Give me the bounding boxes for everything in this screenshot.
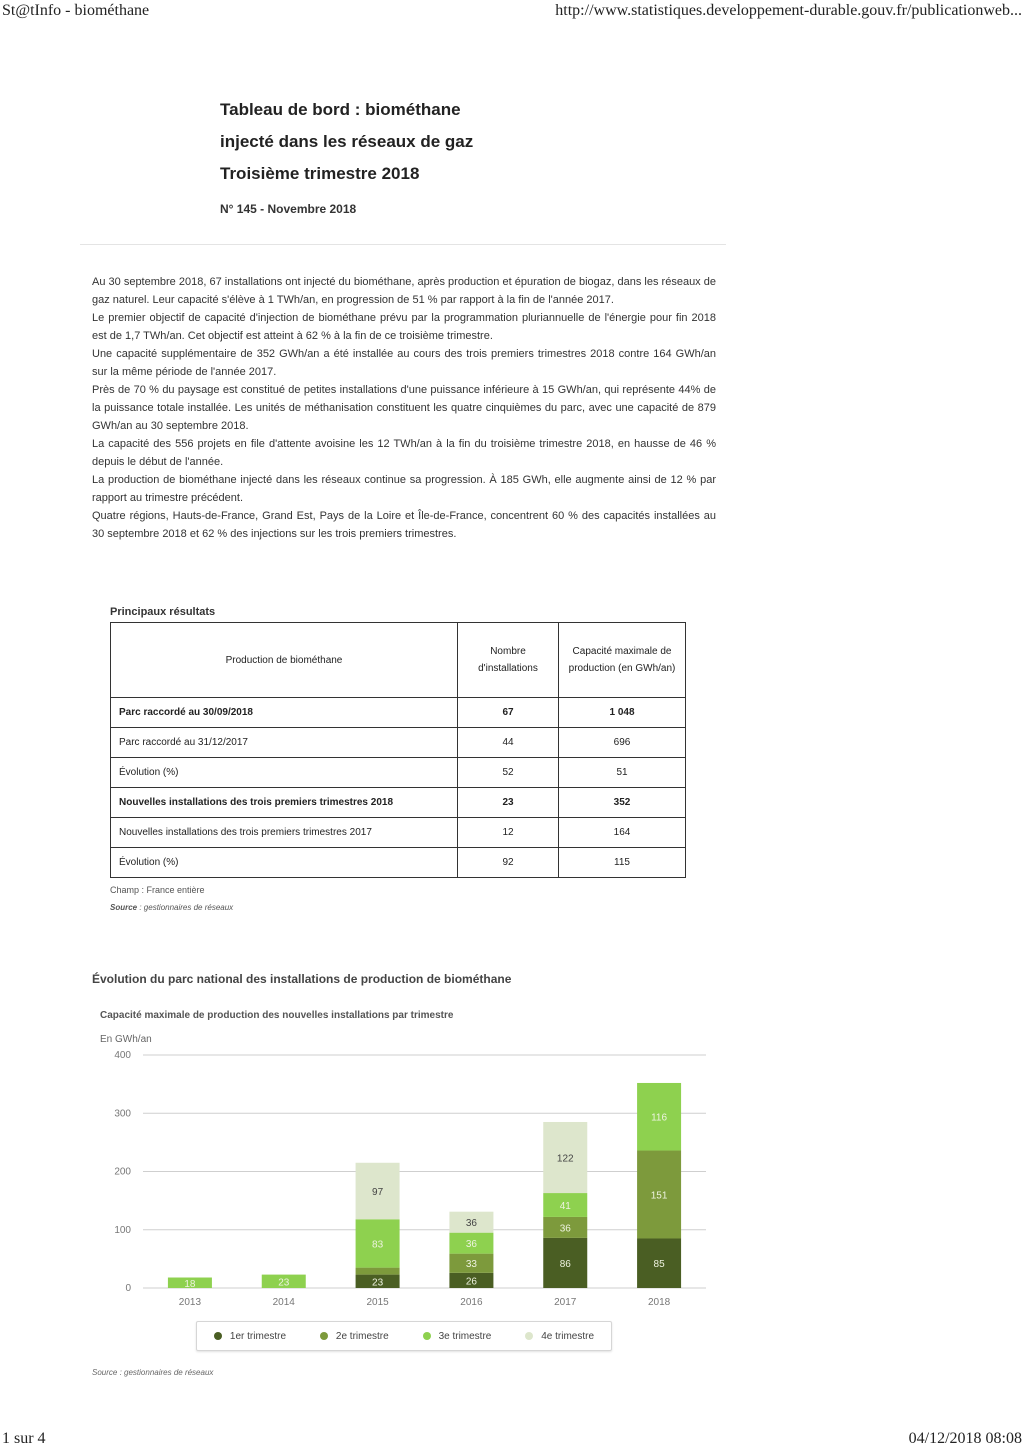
data-label: 85	[653, 1259, 665, 1271]
chart-section-heading: Évolution du parc national des installations de production de biométhane	[92, 972, 512, 986]
y-tick-label: 300	[114, 1108, 131, 1120]
legend-item[interactable]	[423, 1331, 492, 1342]
row-label: Parc raccordé au 30/09/2018	[111, 698, 458, 728]
x-tick-label: 2017	[554, 1297, 577, 1308]
x-tick-label: 2015	[366, 1297, 389, 1308]
row-label: Nouvelles installations des trois premiers trimestres 2018	[111, 788, 458, 818]
browser-page-title: St@tInfo - biométhane	[2, 2, 150, 19]
data-label: 41	[559, 1200, 571, 1212]
row-capacity: 696	[559, 728, 686, 758]
title-line: Troisième trimestre 2018	[220, 164, 420, 183]
source-label: Source	[110, 903, 138, 912]
bar-segment	[356, 1268, 400, 1275]
summary-paragraph: Le premier objectif de capacité d'injection de biométhane prévu par la programmation pluriannuelle de l'énergie pour fin 2018 est de 1,7 TWh/an. Cet objectif est atteint à 62 % à la fin de ce troisième trimestre.	[92, 312, 716, 342]
summary-paragraph: Une capacité supplémentaire de 352 GWh/an a été installée au cours des trois premiers trimestres 2018 contre 164 GWh/an sur la même période de l'année 2017.	[92, 348, 716, 378]
legend-item[interactable]	[525, 1331, 594, 1342]
legend-item[interactable]	[320, 1331, 389, 1342]
data-label: 122	[556, 1153, 574, 1165]
summary-paragraph: La production de biométhane injecté dans les réseaux continue sa progression. À 185 GWh, elle augmente ainsi de 12 % par rapport au trimestre précédent.	[92, 474, 716, 504]
data-label: 23	[278, 1277, 290, 1289]
data-label: 36	[559, 1223, 571, 1235]
summary-paragraph: Au 30 septembre 2018, 67 installations ont injecté du biométhane, après production et épuration de biogaz, dans les réseaux de gaz naturel. Leur capacité s'élève à 1 TWh/an, en progression de 51 % par rapport à la fin de l'année 2017.	[92, 276, 716, 306]
data-label: 26	[465, 1276, 477, 1288]
summary-paragraph: Près de 70 % du paysage est constitué de petites installations d'une puissance inférieure à 15 GWh/an, qui représente 44% de la puissance totale installée. Les unités de méthanisation constituent les quatre cinquièmes du parc, avec une capacité de 879 GWh/an au 30 septembre 2018.	[92, 384, 716, 432]
y-tick-label: 400	[114, 1050, 131, 1061]
chart-source: Source : gestionnaires de réseaux	[92, 1368, 214, 1377]
row-capacity: 352	[559, 788, 686, 818]
summary-paragraph: La capacité des 556 projets en file d'attente avoisine les 12 TWh/an à la fin du troisième trimestre 2018, en hausse de 46 % depuis le début de l'année.	[92, 438, 716, 468]
x-tick-label: 2014	[272, 1297, 295, 1308]
results-table-title: Principaux résultats	[110, 606, 216, 618]
y-tick-label: 100	[114, 1224, 131, 1236]
data-label: 18	[184, 1278, 196, 1290]
source-text: : gestionnaires de réseaux	[137, 903, 234, 912]
row-capacity: 164	[559, 818, 686, 848]
row-capacity: 115	[559, 848, 686, 878]
y-axis-unit: En GWh/an	[100, 1034, 152, 1045]
x-tick-label: 2013	[178, 1297, 202, 1308]
legend-label: 4e trimestre	[541, 1330, 595, 1342]
row-count: 52	[458, 758, 559, 788]
legend-swatch	[423, 1332, 431, 1340]
y-tick-label: 0	[125, 1283, 131, 1294]
x-tick-label: 2016	[460, 1297, 483, 1308]
data-label: 97	[372, 1187, 384, 1199]
data-label: 86	[559, 1258, 571, 1270]
legend-label: 3e trimestre	[438, 1330, 492, 1342]
print-timestamp: 04/12/2018 08:08	[908, 1430, 1022, 1447]
row-capacity: 51	[559, 758, 686, 788]
title-line: injecté dans les réseaux de gaz	[220, 132, 474, 151]
data-label: 23	[372, 1277, 384, 1289]
legend-label: 1er trimestre	[229, 1330, 287, 1342]
chart-title: Capacité maximale de production des nouvelles installations par trimestre	[100, 1010, 454, 1021]
chart-legend	[196, 1321, 612, 1351]
issue-number: N° 145 - Novembre 2018	[220, 202, 357, 216]
data-label: 36	[465, 1218, 477, 1230]
title-line: Tableau de bord : biométhane	[220, 100, 461, 119]
data-label: 36	[465, 1239, 477, 1251]
data-label: 33	[465, 1259, 477, 1271]
row-count: 67	[458, 698, 559, 728]
x-tick-label: 2018	[647, 1297, 671, 1308]
row-count: 44	[458, 728, 559, 758]
row-label: Évolution (%)	[111, 848, 458, 878]
row-label: Nouvelles installations des trois premiers trimestres 2017	[111, 818, 458, 848]
header-count: Nombre d'installations	[458, 623, 559, 698]
summary-paragraph: Quatre régions, Hauts-de-France, Grand Est, Pays de la Loire et Île-de-France, concentrent 60 % des capacités installées au 30 septembre 2018 et 62 % des injections sur les trois premiers trimestres.	[92, 510, 716, 540]
legend-swatch	[214, 1332, 222, 1340]
header-production: Production de biométhane	[111, 623, 458, 698]
data-label: 116	[651, 1112, 668, 1124]
row-label: Parc raccordé au 31/12/2017	[111, 728, 458, 758]
row-count: 12	[458, 818, 559, 848]
table-note: Champ : France entière	[110, 885, 205, 895]
data-label: 151	[650, 1190, 668, 1202]
legend-swatch	[525, 1332, 533, 1340]
row-count: 92	[458, 848, 559, 878]
legend-swatch	[320, 1332, 328, 1340]
browser-url[interactable]: http://www.statistiques.developpement-durable.gouv.fr/publicationweb...	[555, 2, 1022, 19]
row-label: Évolution (%)	[111, 758, 458, 788]
row-count: 23	[458, 788, 559, 818]
header-capacity: Capacité maximale de production (en GWh/an)	[559, 623, 686, 698]
legend-item[interactable]	[214, 1331, 286, 1342]
y-tick-label: 200	[114, 1166, 131, 1178]
data-label: 83	[372, 1239, 384, 1251]
page-indicator: 1 sur 4	[2, 1430, 46, 1447]
legend-label: 2e trimestre	[335, 1330, 389, 1342]
row-capacity: 1 048	[559, 698, 686, 728]
